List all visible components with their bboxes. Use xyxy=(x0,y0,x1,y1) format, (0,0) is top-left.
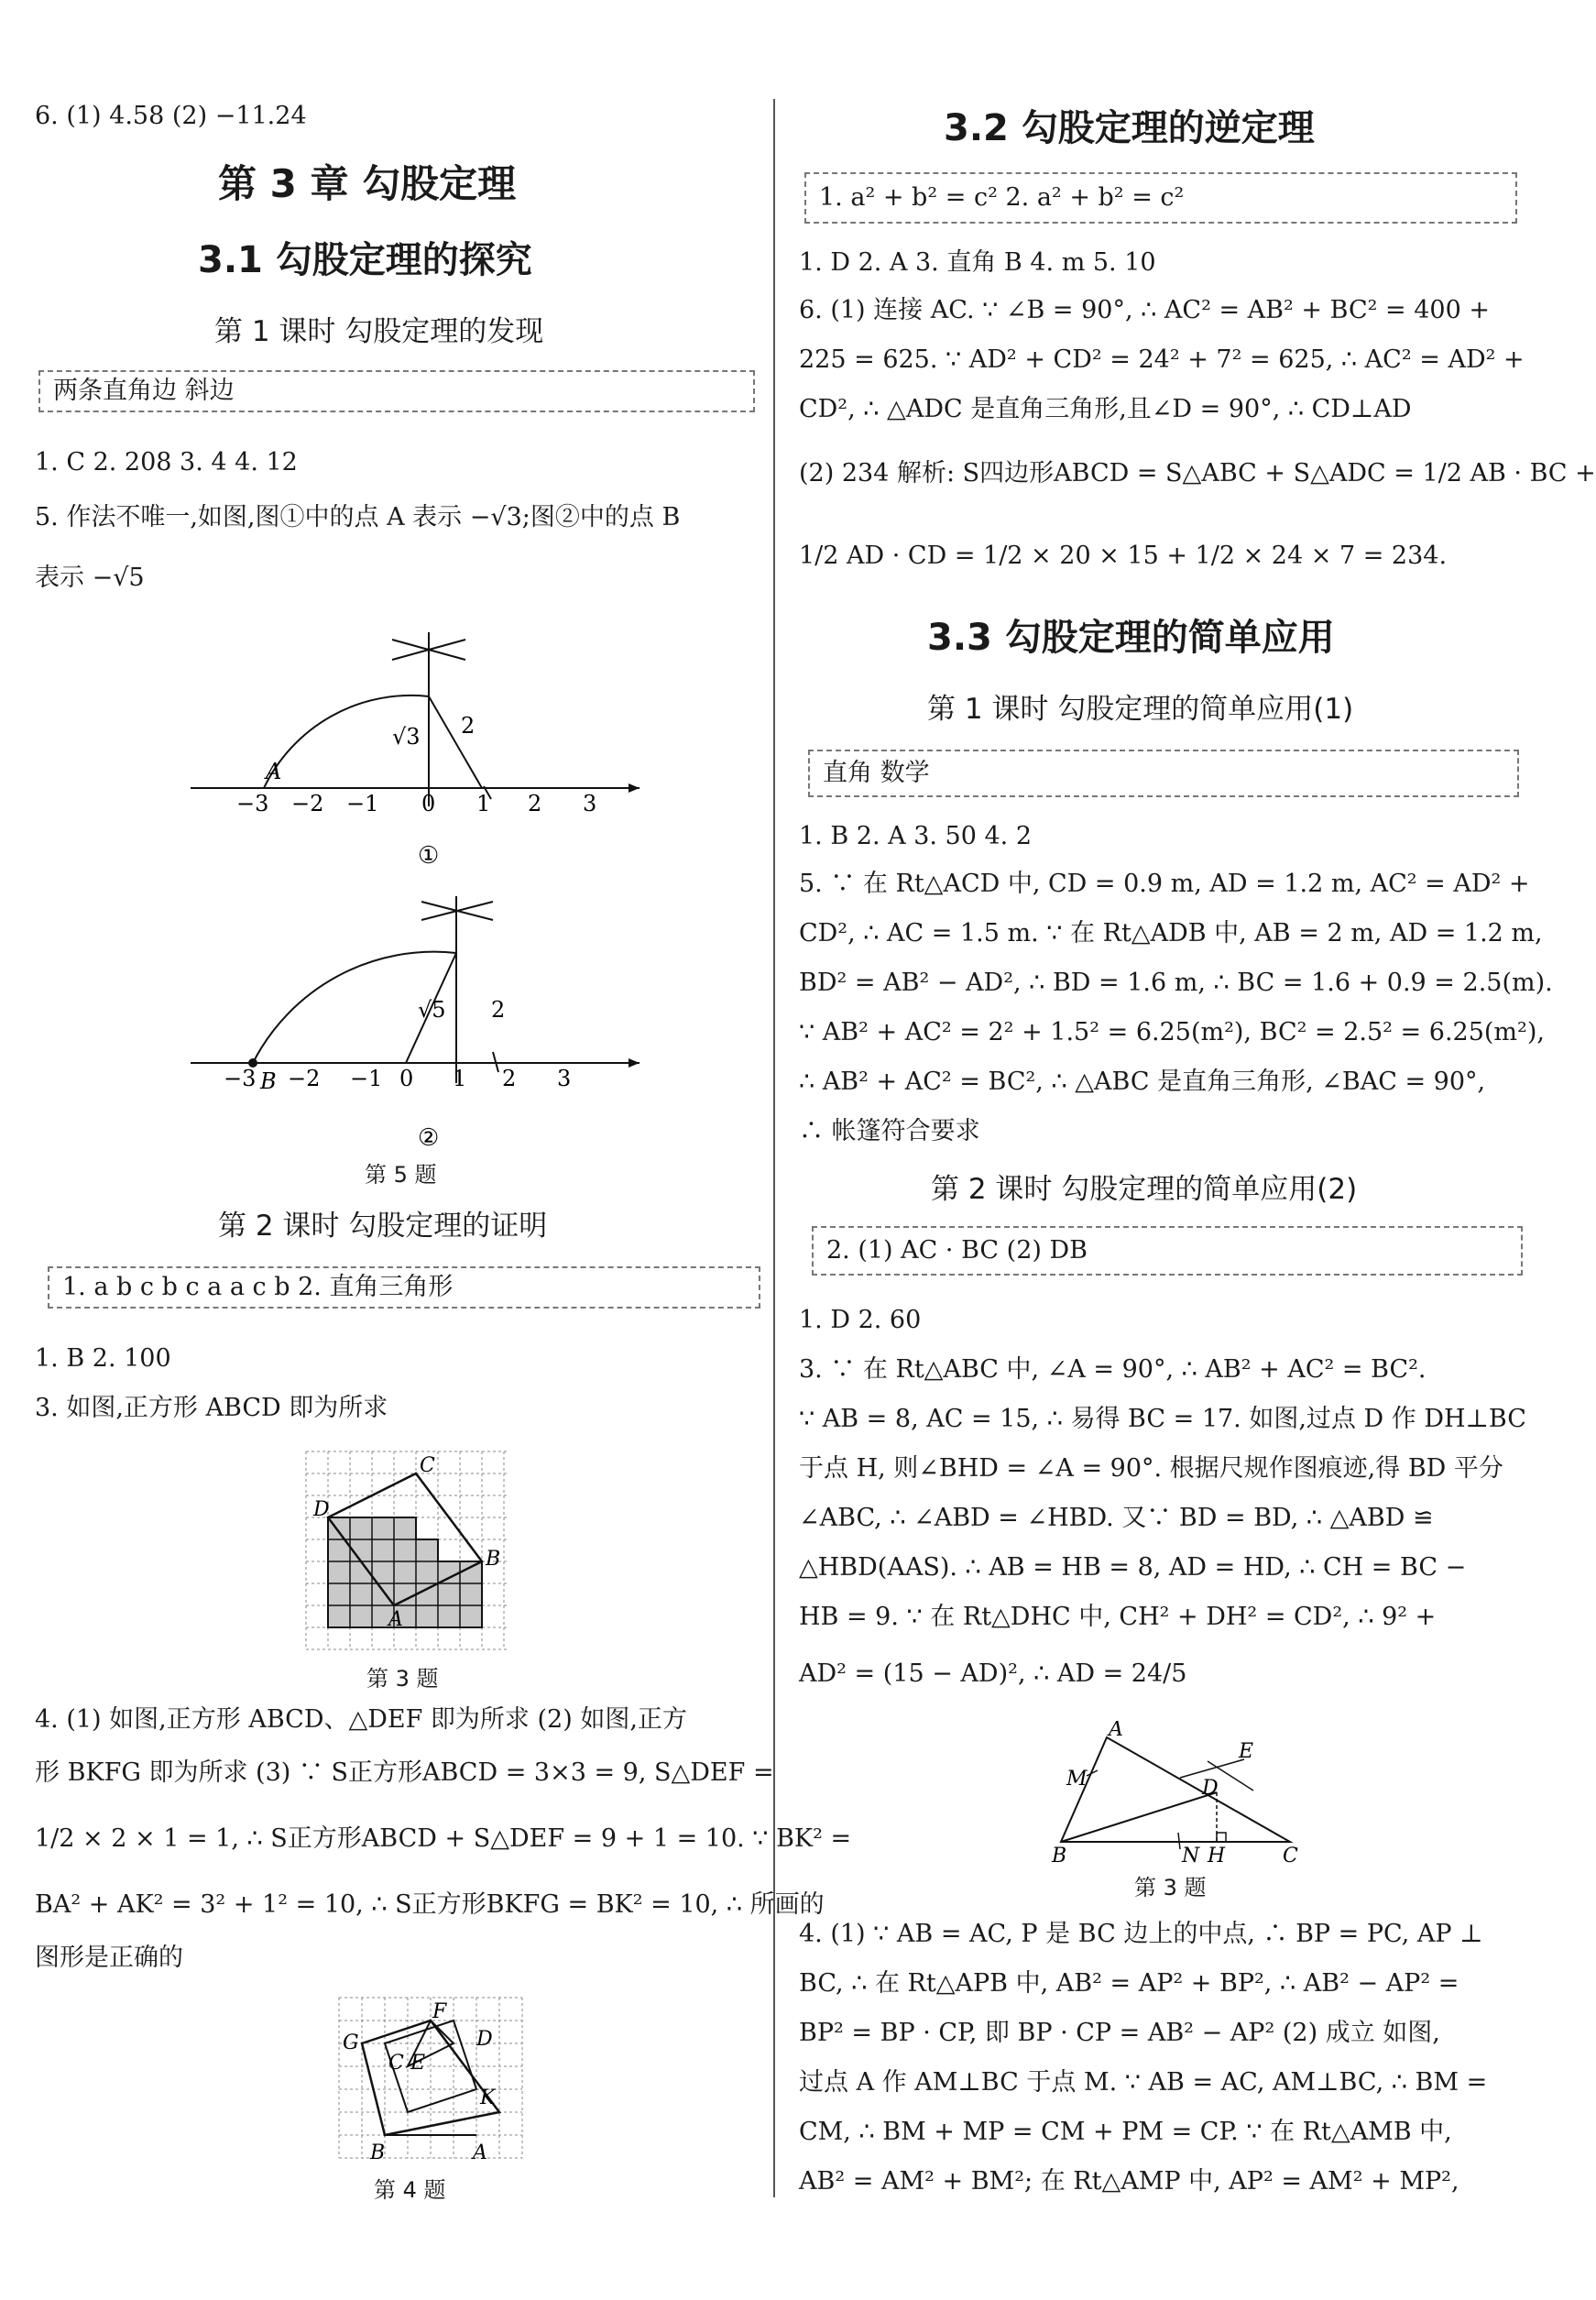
tick-label: 2 xyxy=(502,1066,517,1091)
label-h: H xyxy=(1208,1845,1226,1867)
lesson-title: 第 2 课时 勾股定理的证明 xyxy=(218,1210,548,1243)
figure-grid-square-abcd xyxy=(297,1442,517,1662)
answer-line-q5-cont: 表示 −√5 xyxy=(35,564,145,592)
label-a: A xyxy=(473,2141,487,2164)
answer-line: 1. D 2. 60 xyxy=(799,1306,922,1334)
figure-marker: ① xyxy=(418,842,440,870)
answer-line-q5: ∵ AB² + AC² = 2² + 1.5² = 6.25(m²), BC² = 2.5² = 6.25(m²), xyxy=(799,1018,1545,1046)
label-d: D xyxy=(1202,1777,1219,1800)
label-e: E xyxy=(410,2052,426,2075)
label-root3: √3 xyxy=(392,724,421,750)
answer-line-q6: 6. (1) 4.58 (2) −11.24 xyxy=(35,102,307,130)
section-title-3-1: 3.1 勾股定理的探究 xyxy=(198,239,532,281)
fill-in-box: 两条直角边 斜边 xyxy=(38,370,755,412)
figure-number-line-root3 xyxy=(181,623,658,880)
label-two: 2 xyxy=(491,997,506,1023)
label-e: E xyxy=(1239,1740,1254,1763)
label-root5: √5 xyxy=(418,997,446,1023)
answer-line-q4: BC, ∴ 在 Rt△APB 中, AB² = AP² + BP², ∴ AB² − AP² = xyxy=(799,1969,1459,1998)
answer-line-q5: ∴ AB² + AC² = BC², ∴ △ABC 是直角三角形, ∠BAC = 90°, xyxy=(799,1068,1486,1096)
label-b: B xyxy=(486,1548,501,1571)
tick-label: 1 xyxy=(476,791,491,816)
answer-line-q3: HB = 9. ∵ 在 Rt△DHC 中, CH² + DH² = CD², ∴ 9² + xyxy=(799,1603,1437,1631)
answer-line-q4: CM, ∴ BM + MP = CM + PM = CP. ∵ 在 Rt△AMB 中, xyxy=(799,2118,1452,2146)
answer-line-q6: 6. (1) 连接 AC. ∵ ∠B = 90°, ∴ AC² = AB² + BC² = 400 + xyxy=(799,296,1490,324)
lesson-title: 第 2 课时 勾股定理的简单应用(2) xyxy=(931,1173,1358,1206)
answer-line-q6: 1/2 AD · CD = 1/2 × 20 × 15 + 1/2 × 24 × 7 = 234. xyxy=(799,542,1448,570)
tick-label: −2 xyxy=(288,1066,321,1091)
lesson-title: 第 1 课时 勾股定理的简单应用(1) xyxy=(927,693,1354,726)
answer-line-q4: BP² = BP · CP, 即 BP · CP = AB² − AP² (2) 成立 如图, xyxy=(799,2019,1440,2047)
answer-line-q4: 图形是正确的 xyxy=(35,1944,183,1972)
figure-caption: 第 4 题 xyxy=(374,2177,446,2203)
answer-line-q4: 4. (1) 如图,正方形 ABCD、△DEF 即为所求 (2) 如图,正方 xyxy=(35,1705,687,1734)
label-b: B xyxy=(1052,1845,1067,1867)
answer-line-q3: 3. 如图,正方形 ABCD 即为所求 xyxy=(35,1394,388,1422)
label-c: C xyxy=(388,2052,404,2075)
figure-marker: ② xyxy=(418,1124,440,1152)
answer-line-q3: ∵ AB = 8, AC = 15, ∴ 易得 BC = 17. 如图,过点 D 作 DH⊥BC xyxy=(799,1405,1526,1433)
answer-line-q6: 225 = 625. ∵ AD² + CD² = 24² + 7² = 625, ∴ AC² = AD² + xyxy=(799,345,1525,374)
tick-label: 0 xyxy=(421,791,436,816)
tick-label: 3 xyxy=(557,1066,572,1091)
answer-line-q4: 过点 A 作 AM⊥BC 于点 M. ∵ AB = AC, AM⊥BC, ∴ BM = xyxy=(799,2068,1488,2097)
answer-line: 1. B 2. A 3. 50 4. 2 xyxy=(799,822,1032,850)
label-point-a: A xyxy=(266,759,282,784)
figure-caption: 第 3 题 xyxy=(366,1666,439,1692)
label-d: D xyxy=(476,2028,493,2051)
figure-number-line-root5 xyxy=(181,889,658,1164)
answer-line-q5: 5. 作法不唯一,如图,图①中的点 A 表示 −√3;图②中的点 B xyxy=(35,503,681,531)
answer-line-q3: △HBD(AAS). ∴ AB = HB = 8, AD = HD, ∴ CH = BC − xyxy=(799,1553,1467,1582)
answer-line-q6: (2) 234 解析: S四边形ABCD = S△ABC + S△ADC = 1/2 AB · BC + xyxy=(799,459,1596,487)
label-m: M xyxy=(1066,1768,1088,1791)
answer-line: 1. D 2. A 3. 直角 B 4. m 5. 10 xyxy=(799,248,1156,277)
tick-label: 0 xyxy=(399,1066,414,1091)
figure-triangle-abc xyxy=(1043,1721,1317,1867)
tick-label: −1 xyxy=(350,1066,383,1091)
answer-line-q4: AB² = AM² + BM²; 在 Rt△AMP 中, AP² = AM² + MP², xyxy=(799,2167,1459,2196)
fill-in-box: 直角 数学 xyxy=(808,750,1519,797)
label-f: F xyxy=(432,2000,447,2023)
label-g: G xyxy=(343,2032,359,2054)
section-title-3-3: 3.3 勾股定理的简单应用 xyxy=(927,617,1335,659)
answer-line-q3: 3. ∵ 在 Rt△ABC 中, ∠A = 90°, ∴ AB² + AC² = BC². xyxy=(799,1355,1427,1384)
tick-label: 3 xyxy=(583,791,597,816)
label-k: K xyxy=(480,2086,496,2109)
fill-in-box: 2. (1) AC · BC (2) DB xyxy=(812,1226,1523,1276)
column-divider xyxy=(773,99,775,2197)
fill-in-box: 1. a b c b c a a c b 2. 直角三角形 xyxy=(48,1266,760,1309)
answer-line: 1. B 2. 100 xyxy=(35,1344,171,1373)
answer-line-q4: 1/2 × 2 × 1 = 1, ∴ S正方形ABCD + S△DEF = 9 + 1 = 10. ∵ BK² = xyxy=(35,1824,852,1853)
label-c: C xyxy=(420,1454,435,1477)
answer-line-q3: ∠ABC, ∴ ∠ABD = ∠HBD. 又∵ BD = BD, ∴ △ABD ≌ xyxy=(799,1504,1434,1532)
answer-line-q3: AD² = (15 − AD)², ∴ AD = 24/5 xyxy=(799,1659,1187,1688)
label-a: A xyxy=(1109,1721,1123,1741)
lesson-title: 第 1 课时 勾股定理的发现 xyxy=(214,315,544,348)
tick-label: −1 xyxy=(346,791,379,816)
label-two: 2 xyxy=(461,713,476,739)
label-point-b: B xyxy=(260,1068,277,1094)
figure-caption: 第 5 题 xyxy=(365,1162,437,1188)
tick-label: 1 xyxy=(453,1066,467,1091)
section-title-3-2: 3.2 勾股定理的逆定理 xyxy=(944,107,1315,149)
fill-in-box: 1. a² + b² = c² 2. a² + b² = c² xyxy=(804,172,1517,224)
label-b: B xyxy=(370,2141,386,2164)
tick-label: 2 xyxy=(528,791,542,816)
figure-grid-square-bkfg xyxy=(330,1990,550,2174)
label-n: N xyxy=(1182,1845,1200,1867)
answer-line-q5: ∴ 帐篷符合要求 xyxy=(799,1117,980,1145)
label-c: C xyxy=(1283,1845,1298,1867)
label-d: D xyxy=(313,1498,330,1521)
tick-label: −3 xyxy=(224,1066,257,1091)
answer-line-q3: 于点 H, 则∠BHD = ∠A = 90°. 根据尺规作图痕迹,得 BD 平分 xyxy=(799,1454,1503,1483)
answer-line-q4: 4. (1) ∵ AB = AC, P 是 BC 边上的中点, ∴ BP = PC, AP ⊥ xyxy=(799,1920,1483,1948)
tick-label: −2 xyxy=(291,791,324,816)
label-a: A xyxy=(388,1608,403,1631)
answer-line-q5: BD² = AB² − AD², ∴ BD = 1.6 m, ∴ BC = 1.6 + 0.9 = 2.5(m). xyxy=(799,969,1553,997)
answer-line-q5: 5. ∵ 在 Rt△ACD 中, CD = 0.9 m, AD = 1.2 m, AC² = AD² + xyxy=(799,870,1530,898)
chapter-title: 第 3 章 勾股定理 xyxy=(218,161,517,206)
answer-line-q6: CD², ∴ △ADC 是直角三角形,且∠D = 90°, ∴ CD⊥AD xyxy=(799,395,1412,423)
answer-line: 1. C 2. 208 3. 4 4. 12 xyxy=(35,448,298,476)
tick-label: −3 xyxy=(236,791,269,816)
figure-caption: 第 3 题 xyxy=(1134,1875,1207,1900)
answer-line-q5: CD², ∴ AC = 1.5 m. ∵ 在 Rt△ADB 中, AB = 2 m, AD = 1.2 m, xyxy=(799,919,1543,947)
answer-line-q4: 形 BKFG 即为所求 (3) ∵ S正方形ABCD = 3×3 = 9, S△DEF = xyxy=(35,1758,774,1787)
answer-line-q4: BA² + AK² = 3² + 1² = 10, ∴ S正方形BKFG = BK² = 10, ∴ 所画的 xyxy=(35,1890,825,1919)
